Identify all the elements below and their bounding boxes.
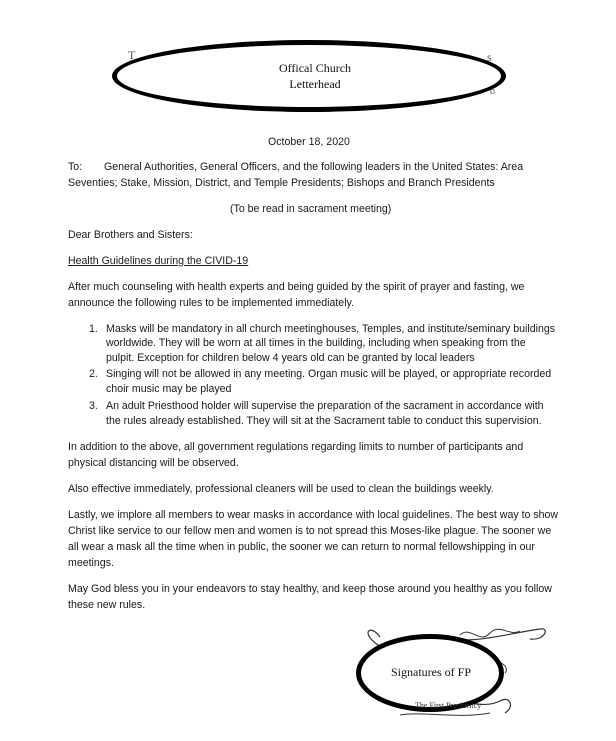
rule-3-number: 3.: [89, 400, 98, 412]
letterhead-remnant-right-lower: o: [490, 86, 495, 97]
rule-2-number: 2.: [89, 368, 98, 380]
rule-1-line-1: Masks will be mandatory in all church meetinghouses, Temples, and institute/seminary buildings: [106, 323, 556, 335]
para-bless-line-2: these new rules.: [68, 599, 146, 611]
letterhead-label: [250, 60, 380, 92]
intro-line-2: announce the following rules to be implemented immediately.: [68, 297, 354, 309]
para-masks-line-2: Christ like service to our fellow men and women is to not spread this Moses-like plague. The sooner we: [68, 525, 552, 537]
rule-2-line-1: Singing will not be allowed in any meeting. Organ music will be played, or appropriate recorded: [106, 368, 552, 380]
para-cleaners: Also effective immediately, professional cleaners will be used to clean the buildings weekly.: [68, 483, 494, 495]
first-presidency-caption: The First Presidency: [415, 701, 482, 710]
rule-1-number: 1.: [89, 323, 98, 335]
letterhead-remnant-left: T: [128, 48, 136, 62]
letterhead-remnant-right: s: [487, 50, 492, 64]
rule-2-line-2: choir music may be played: [106, 383, 232, 395]
letterhead-line-2: Letterhead: [289, 77, 341, 91]
intro-line-1: After much counseling with health experts and being guided by the spirit of prayer and fasting, we: [68, 281, 525, 293]
para-govt-line-2: physical distancing will be observed.: [68, 457, 239, 469]
subject-line: Health Guidelines during the CIVID-19: [68, 255, 249, 267]
para-bless-line-1: May God bless you in your endeavors to stay healthy, and keep those around you healthy as you follow: [68, 583, 552, 595]
para-masks-line-3: all wear a mask all the time when in public, the sooner we can return to normal fellowshipping in our: [68, 541, 535, 553]
to-line-2: Seventies; Stake, Mission, District, and Temple Presidents; Bishops and Branch Presidents: [68, 177, 495, 189]
letter-date: October 18, 2020: [268, 136, 350, 148]
read-note: (To be read in sacrament meeting): [230, 203, 392, 215]
to-label: To:: [68, 161, 83, 173]
rule-1-line-2: worldwide. They will be worn at all times in the building, including when speaking from the: [106, 337, 526, 349]
rule-3-line-1: An adult Priesthood holder will supervise the preparation of the sacrament in accordance with: [106, 400, 544, 412]
para-masks-line-1: Lastly, we implore all members to wear masks in accordance with local guidelines. The best way to show: [68, 509, 559, 521]
letterhead-line-1: Offical Church: [278, 61, 352, 75]
to-line-1: General Authorities, General Officers, and the following leaders in the United States: Area: [104, 161, 524, 173]
rule-1-line-3: pulpit. Exception for children below 4 years old can be granted by local leaders: [106, 352, 475, 364]
signature-label: Signatures of FP: [390, 665, 471, 679]
salutation: Dear Brothers and Sisters:: [68, 229, 193, 241]
rule-3-line-2: the rules already established. They will sit at the Sacrament table to conduct this supervision.: [106, 415, 542, 427]
para-govt-line-1: In addition to the above, all government regulations regarding limits to number of participants and: [68, 441, 524, 453]
para-masks-line-4: meetings.: [68, 557, 114, 569]
